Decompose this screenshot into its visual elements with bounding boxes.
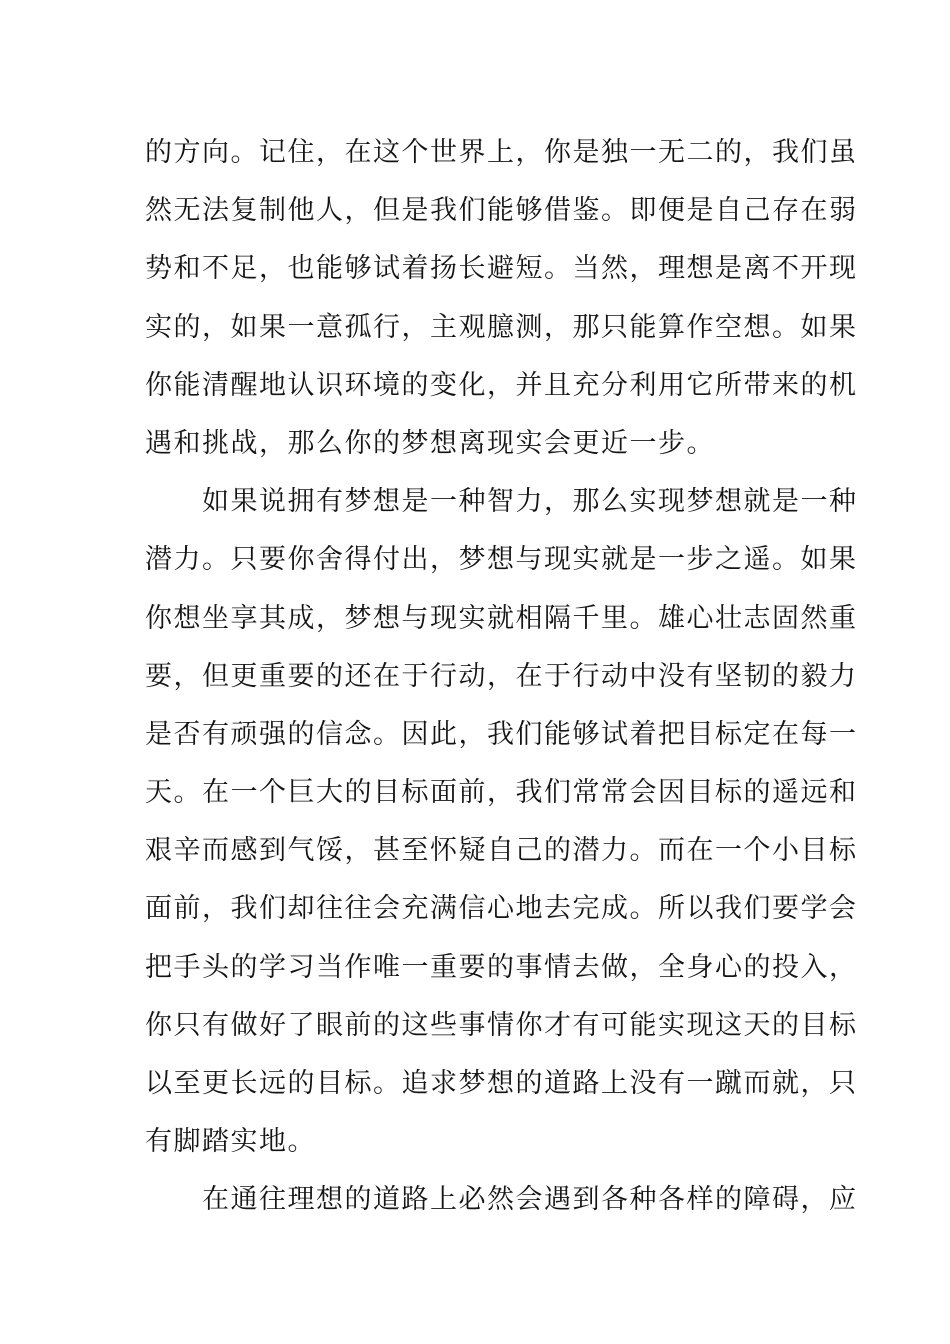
text-line: 把手头的学习当作唯一重要的事情去做，全身心的投入， xyxy=(145,951,858,983)
text-line: 实的，如果一意孤行，主观臆测，那只能算作空想。如果 xyxy=(145,311,858,343)
text-line: 有脚踏实地。 xyxy=(145,1126,316,1158)
text-line: 以至更长远的目标。追求梦想的道路上没有一蹴而就，只 xyxy=(145,1068,858,1099)
text-line: 的方向。记住，在这个世界上，你是独一无二的，我们虽 xyxy=(145,137,858,168)
text-line: 要，但更重要的还在于行动，在于行动中没有坚韧的毅力 xyxy=(145,660,858,692)
text-line: 你能清醒地认识环境的变化，并且充分利用它所带来的机 xyxy=(145,369,858,401)
text-line: 你想坐享其成，梦想与现实就相隔千里。雄心壮志固然重 xyxy=(145,602,858,634)
text-line: 然无法复制他人，但是我们能够借鉴。即便是自己存在弱 xyxy=(145,195,858,227)
text-line: 你只有做好了眼前的这些事情你才有可能实现这天的目标 xyxy=(145,1009,858,1041)
text-line: 势和不足，也能够试着扬长避短。当然，理想是离不开现 xyxy=(145,253,858,285)
text-line: 面前，我们却往往会充满信心地去完成。所以我们要学会 xyxy=(145,893,858,925)
text-line: 在通往理想的道路上必然会遇到各种各样的障碍，应 xyxy=(145,1184,858,1216)
text-line: 天。在一个巨大的目标面前，我们常常会因目标的遥远和 xyxy=(145,777,858,809)
text-line: 潜力。只要你舍得付出，梦想与现实就是一步之遥。如果 xyxy=(145,544,858,576)
text-line: 遇和挑战，那么你的梦想离现实会更近一步。 xyxy=(145,427,715,459)
text-line: 如果说拥有梦想是一种智力，那么实现梦想就是一种 xyxy=(145,486,858,518)
text-line: 是否有顽强的信念。因此，我们能够试着把目标定在每一 xyxy=(145,718,858,750)
text-line: 艰辛而感到气馁，甚至怀疑自己的潜力。而在一个小目标 xyxy=(145,835,858,867)
body-text xyxy=(145,124,858,1230)
